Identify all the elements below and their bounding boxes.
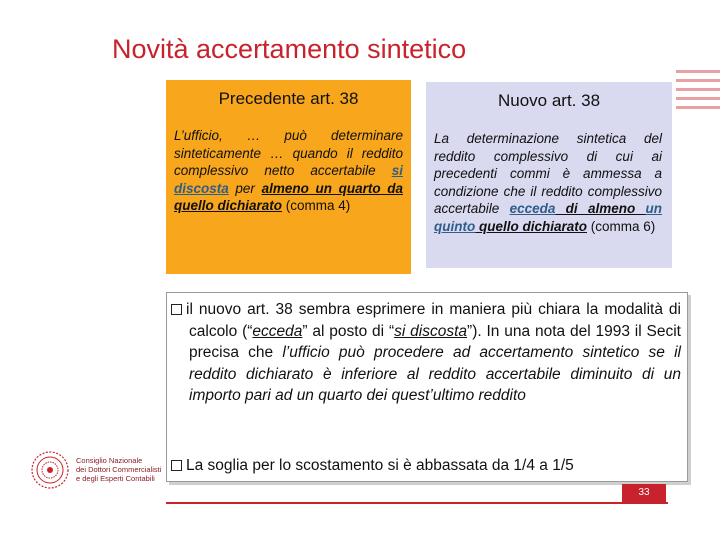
slide-title: Novità accertamento sintetico <box>112 34 467 64</box>
bullet-box <box>166 292 688 482</box>
right-text-1: La determinazione sintetica del reddito complessivo di cui ai precedenti commi è ammessa a condizione che il reddito complessivo accertabile <box>434 131 662 216</box>
left-text-5: da quello dichiarato <box>174 180 403 213</box>
left-panel-heading: Precedente art. 38 <box>218 89 359 108</box>
checkbox-bullet-icon <box>171 304 182 315</box>
logo-line-2: dei Dottori Commercialisti <box>76 465 162 474</box>
bullet-1 <box>171 299 681 407</box>
bullet-1-text-5: ”). In una nota del 1993 il Secit precisa che <box>189 322 681 361</box>
footer-bar <box>166 502 668 504</box>
bullet-1-text-3: ” al posto di “ <box>302 322 395 340</box>
left-panel <box>166 80 411 274</box>
bullet-1-text-6: l’ufficio può procedere ad accertamento sintetico se il reddito dichiarato è inferiore al reddito accertabile diminuito di un importo pari ad un quarto dei quest’ultimo reddito <box>189 344 681 404</box>
logo-text <box>76 456 161 483</box>
right-text-3: di almeno <box>555 201 646 216</box>
right-panel-heading: Nuovo art. 38 <box>497 91 601 110</box>
cndcec-logo <box>30 448 180 498</box>
right-panel <box>426 82 672 268</box>
left-panel-text <box>174 127 403 215</box>
right-panel-text <box>434 130 662 235</box>
bullet-2 <box>171 455 681 477</box>
bullet-1-text-2: ecceda <box>252 322 303 340</box>
right-text-4: un quinto <box>434 201 662 234</box>
left-text-4: almeno un quarto <box>261 180 381 196</box>
logo-line-3: e degli Esperti Contabili <box>76 474 155 483</box>
bullet-1-text-1: il nuovo art. 38 sembra esprimere in maniera più chiara la modalità di calcolo (“ <box>186 301 681 340</box>
left-text-2: si discosta <box>174 163 403 196</box>
logo-line-1: Consiglio Nazionale <box>76 456 143 465</box>
right-text-2: ecceda <box>509 201 556 216</box>
logo-emblem-icon <box>30 450 70 490</box>
left-text-6: (comma 4) <box>282 198 351 213</box>
decorative-stripes <box>676 70 720 130</box>
right-text-5: quello dichiarato <box>475 218 587 234</box>
page-number: 33 <box>622 484 666 502</box>
bullet-1-text-4: si discosta <box>394 322 468 340</box>
left-text-3: per <box>228 180 262 196</box>
left-text-1: L’ufficio, … può determinare sinteticamente … quando il reddito complessivo netto accertabile <box>174 128 403 178</box>
bullet-2-text: La soglia per lo scostamento si è abbassata da 1/4 a 1/5 <box>186 457 574 474</box>
right-text-6: (comma 6) <box>587 218 656 234</box>
